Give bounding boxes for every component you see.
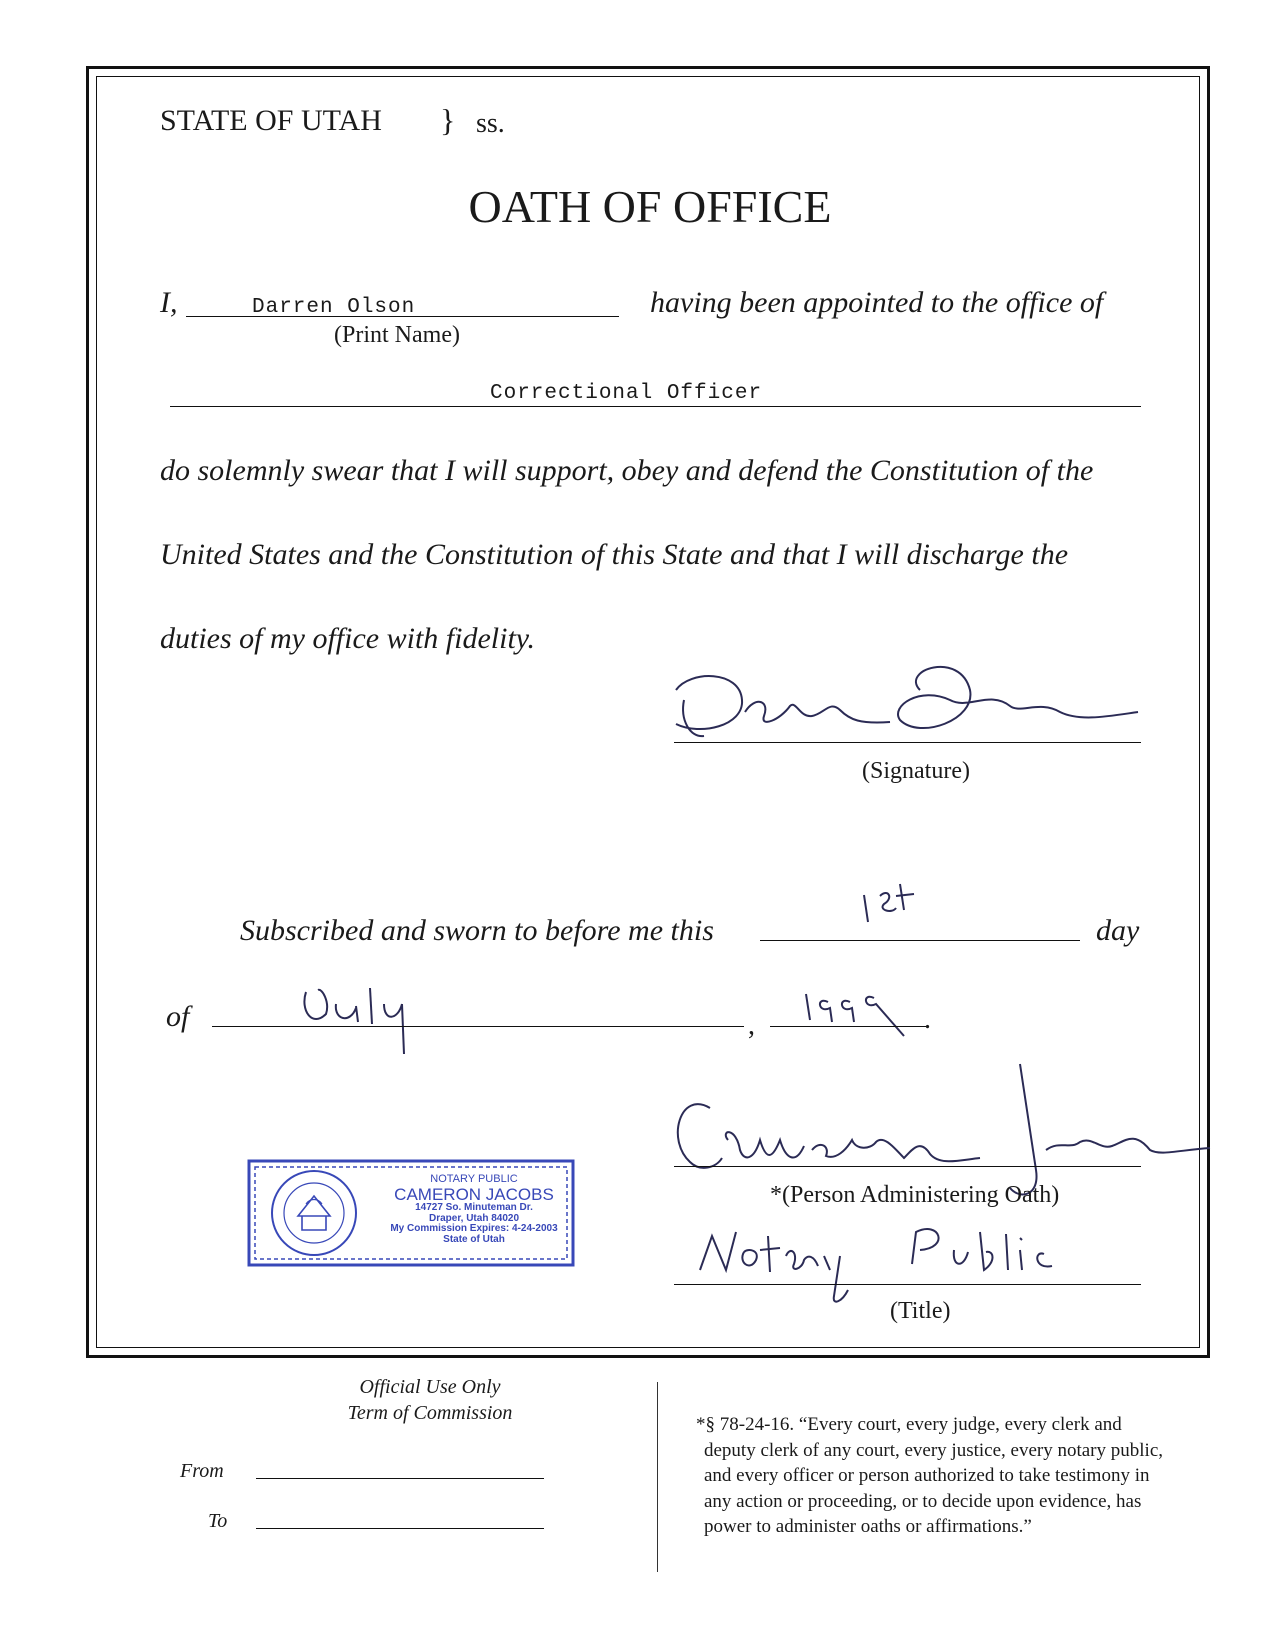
oath-line-3: duties of my office with fidelity. bbox=[160, 622, 535, 655]
stamp-line-1: NOTARY PUBLIC bbox=[430, 1173, 518, 1185]
title-line bbox=[674, 1284, 1141, 1285]
stamp-line-4: Draper, Utah 84020 bbox=[428, 1212, 520, 1224]
oath-line-1: do solemnly swear that I will support, obey and defend the Constitution of the bbox=[160, 454, 1094, 487]
footnote-line-4: any action or proceeding, or to decide upon evidence, has bbox=[704, 1490, 1142, 1512]
footnote-line-5: power to administer oaths or affirmations.” bbox=[704, 1516, 1032, 1537]
venue-ss: ss. bbox=[476, 108, 505, 139]
title-caption: (Title) bbox=[890, 1298, 951, 1324]
signature-line bbox=[674, 742, 1141, 743]
administrator-caption: *(Person Administering Oath) bbox=[770, 1182, 1060, 1208]
sworn-text: Subscribed and sworn to before me this bbox=[240, 914, 714, 947]
administrator-line bbox=[674, 1166, 1141, 1167]
section-divider bbox=[657, 1382, 658, 1572]
day-label: day bbox=[1096, 914, 1140, 947]
appointment-suffix: having been appointed to the office of bbox=[650, 286, 1104, 319]
signature-caption: (Signature) bbox=[862, 758, 970, 784]
footnote-line-2: deputy clerk of any court, every justice, every notary public, bbox=[704, 1439, 1163, 1461]
statute-footnote bbox=[696, 1412, 1163, 1540]
to-label: To bbox=[208, 1510, 228, 1532]
page-title: OATH OF OFFICE bbox=[468, 181, 832, 232]
venue-state: STATE OF UTAH bbox=[160, 104, 382, 137]
appointment-prefix: I, bbox=[160, 286, 178, 319]
office-line bbox=[170, 406, 1141, 407]
stamp-line-5: My Commission Expires: 4-24-2003 bbox=[390, 1223, 558, 1235]
date-comma: , bbox=[748, 1010, 755, 1041]
stamp-line-6: State of Utah bbox=[443, 1233, 505, 1245]
stamp-line-3: 14727 So. Minuteman Dr. bbox=[415, 1202, 533, 1214]
from-label: From bbox=[180, 1460, 224, 1482]
footnote-line-1: *§ 78-24-16. “Every court, every judge, every clerk and bbox=[696, 1414, 1122, 1435]
venue-brace: } bbox=[440, 102, 456, 138]
to-line bbox=[256, 1528, 544, 1529]
from-line bbox=[256, 1478, 544, 1479]
date-period: . bbox=[924, 1004, 931, 1035]
footnote-line-3: and every officer or person authorized to take testimony in bbox=[704, 1465, 1150, 1486]
stamp-text bbox=[374, 1174, 574, 1245]
of-label: of bbox=[166, 1000, 190, 1033]
year-line bbox=[770, 1026, 928, 1027]
day-line bbox=[760, 940, 1080, 941]
office-field[interactable]: Correctional Officer bbox=[490, 382, 763, 405]
official-use-title: Official Use Only bbox=[359, 1376, 501, 1398]
print-name-field[interactable]: Darren Olson bbox=[252, 296, 416, 319]
stamp-line-2: CAMERON JACOBS bbox=[394, 1184, 554, 1204]
notary-stamp bbox=[246, 1158, 576, 1268]
oath-line-2: United States and the Constitution of this State and that I will discharge the bbox=[160, 538, 1069, 571]
print-name-caption: (Print Name) bbox=[334, 322, 460, 348]
month-line bbox=[212, 1026, 744, 1027]
official-use-subtitle: Term of Commission bbox=[347, 1402, 513, 1424]
